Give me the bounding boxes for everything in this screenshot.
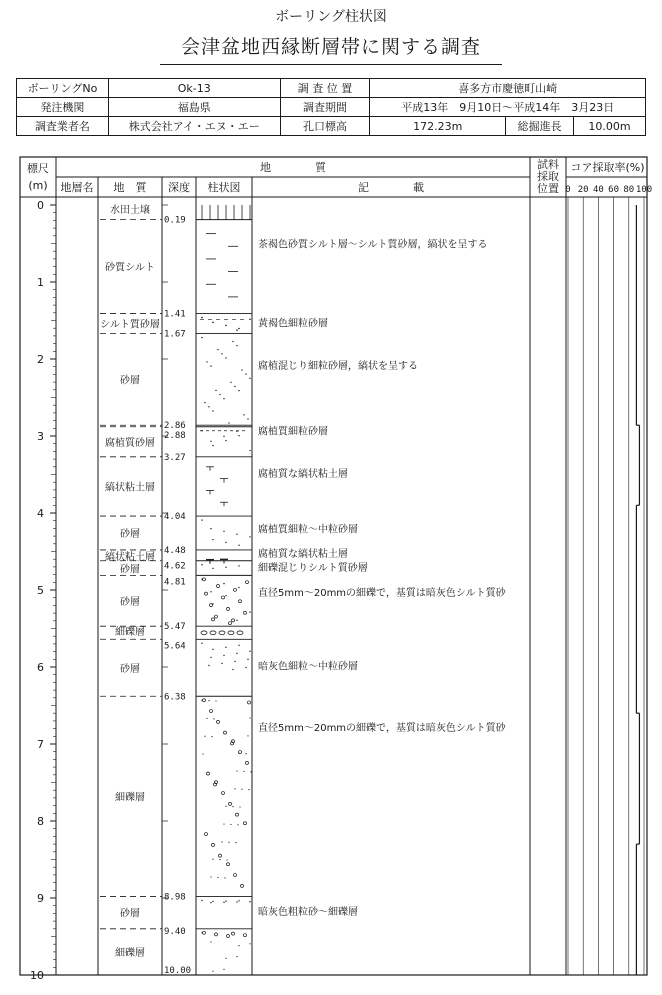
sand-dot [223,655,224,656]
sand-dot [223,583,224,584]
geology-name: 腐植質砂層 [105,437,155,449]
sand-dot [223,823,224,824]
sand-dot [225,440,226,441]
layer-description: 細礫混じりシルト質砂層 [258,562,368,574]
sand-dot [221,663,222,664]
sand-dot [230,382,231,383]
geology-name: 砂層 [120,529,140,541]
sand-dot [201,519,202,520]
length-label: 総掘進長 [506,117,574,136]
gravel-ring [215,933,218,936]
sand-dot [247,735,248,736]
length-value: 10.00m [574,117,646,136]
sand-dot [201,317,203,319]
sand-dot [212,322,214,324]
gravel-ring [203,699,206,702]
gravel-ring [222,792,225,795]
sand-dot [208,700,209,701]
layer-description: 茶褐色砂質シルト層～シルト質砂層，縞状を呈する [258,239,488,251]
layer-description: 腐植質細粒～中粒砂層 [258,524,358,536]
sand-dot [238,328,240,330]
period-label: 調査期間 [280,98,370,117]
sand-dot [212,901,213,902]
sand-dot [236,620,237,621]
gravel-ring [246,761,249,764]
sand-dot [238,900,239,901]
sand-dot [219,859,220,860]
sand-dot [236,901,237,902]
location-value: 喜多方市慶徳町山崎 [370,79,646,98]
sand-dot [236,329,238,331]
description-header: 記 載 [358,181,424,194]
gravel-ring [203,931,206,934]
sand-dot [245,667,246,668]
elevation-value: 172.23m [370,117,506,136]
gravel-ring [246,581,249,584]
sand-dot [201,932,202,933]
gravel-ring [241,884,244,887]
contractor-label: 調査業者名 [17,117,109,136]
layer-description: 腐植質細粒砂層 [258,426,328,438]
gravel-ring [236,813,239,816]
core-tick-label: 20 [577,185,589,195]
geology-group-header: 地 質 [260,161,326,174]
sand-dot [243,414,244,415]
sand-dot [247,659,248,660]
geology-name: 細礫層 [115,627,145,639]
sand-dot [234,661,235,662]
gravel-ring [217,720,220,723]
gravel-ring [217,584,220,587]
sand-dot [238,565,239,566]
geology-name: 縞状粘土層 [105,482,155,494]
survey-title: 会津盆地西縁断層帯に関する調査 [180,36,481,58]
gravel-pebble [219,631,225,635]
sand-dot [212,603,213,604]
depth-label: 4.04 [164,512,186,523]
sand-dot [221,841,222,842]
layer-description: 腐植混じり細粒砂層，縞状を呈する [258,361,418,373]
depth-label: 5.64 [164,641,186,652]
layer-description: 暗灰色細粒～中粒砂層 [258,661,358,673]
scale-label: 1 [37,276,44,289]
sand-dot [201,700,202,701]
sand-dot [232,341,233,342]
sand-dot [212,649,213,650]
sand-dot [212,410,213,411]
sand-dot [223,902,224,903]
sand-dot [238,390,239,391]
core-tick-label: 80 [623,185,635,195]
scale-label: 7 [37,738,44,751]
sand-dot [245,373,246,374]
sand-dot [215,700,216,701]
sand-dot [221,353,222,354]
sand-dot [228,842,229,843]
gravel-ring [215,615,218,618]
layer-description: 直径5mm～20mmの細礫で，基質は暗灰色シルト質砂 [258,588,506,600]
sand-dot [249,943,250,944]
sand-dot [204,736,205,737]
gravel-pebble [201,631,207,635]
sand-dot [208,665,209,666]
depth-label: 10.00 [164,966,192,976]
depth-label: 6.38 [164,692,186,703]
sand-dot [249,901,250,902]
gravel-ring [205,833,208,836]
sand-dot [236,653,237,654]
depth-label: 9.40 [164,926,186,937]
sand-dot [201,900,202,901]
gravel-ring [232,619,235,622]
sand-dot [210,528,211,529]
sand-dot [217,349,218,350]
sand-dot [249,318,251,320]
sand-dot [210,441,211,442]
sand-dot [241,369,242,370]
sand-dot [206,718,207,719]
gravel-pebble [228,631,234,635]
sand-dot [204,402,205,403]
core-tick-label: 40 [592,185,604,195]
client-value: 福島県 [108,98,280,117]
depth-label: 0.19 [164,215,186,226]
sand-dot [225,647,226,648]
sample-position-header: 試料採取位置 [537,158,559,195]
gravel-ring [205,592,208,595]
sand-dot [201,579,202,580]
depth-label: 3.27 [164,452,186,463]
depth-label: 1.41 [164,309,186,320]
depth-label: 5.47 [164,622,186,633]
sand-dot [243,771,244,772]
geology-name: 細礫層 [115,947,145,959]
gravel-ring [244,611,247,614]
gravel-ring [210,604,213,607]
geology-name: 砂層 [120,908,140,920]
scale-header: 標尺 [27,162,49,175]
sand-dot [201,643,202,644]
depth-label: 4.48 [164,545,186,556]
sand-dot [236,956,237,957]
sand-dot [249,536,250,537]
sand-dot [225,900,226,901]
sand-dot [208,406,209,407]
sand-dot [201,430,202,431]
sand-dot [236,533,237,534]
depth-label: 1.67 [164,329,186,340]
sand-dot [230,824,231,825]
sand-dot [238,645,239,646]
sand-dot [223,969,224,970]
gravel-ring [229,622,232,625]
depth-label: 2.88 [164,430,186,441]
layer-description: 暗灰色粗粒砂～細礫層 [258,906,358,918]
gravel-ring [222,596,225,599]
core-recovery-header: コア採取率(%) [570,161,645,174]
scale-label: 3 [37,430,44,443]
sand-dot [224,877,225,878]
sand-dot [236,431,237,432]
gravel-ring [212,843,215,846]
gravel-ring [234,874,237,877]
gravel-ring [232,932,235,935]
boring-no-label: ボーリングNo [17,79,109,98]
elevation-label: 孔口標高 [280,117,370,136]
sand-dot [219,394,220,395]
gravel-ring [227,863,230,866]
gravel-ring [210,710,213,713]
sand-dot [201,337,202,338]
sand-dot [225,958,226,959]
gravel-ring [212,618,215,621]
scale-label: 4 [37,507,44,520]
scale-unit-header: (m) [28,179,48,192]
gravel-pebble [210,631,216,635]
gravel-ring [244,934,247,937]
sand-dot [241,789,242,790]
gravel-ring [239,600,242,603]
sand-dot [210,876,211,877]
sheet-title: ボーリング柱状図 [275,9,387,25]
sand-dot [238,945,239,946]
sand-dot [236,770,237,771]
gravel-ring [203,578,206,581]
sand-dot [212,568,213,569]
sand-dot [248,789,249,790]
gravel-ring [227,607,230,610]
core-tick-label: 60 [608,185,620,195]
gravel-ring [229,802,232,805]
sand-dot [228,422,229,423]
sand-dot [210,657,211,658]
sand-dot [201,564,202,565]
sand-dot [232,669,233,670]
sand-dot [245,753,246,754]
sand-dot [206,361,207,362]
formation-header: 地層名 [60,181,94,194]
period-value: 平成13年 9月10日～平成14年 3月23日 [370,98,646,117]
layer-description: 黄褐色細粒砂層 [258,318,328,330]
sand-dot [232,806,233,807]
sand-dot [210,365,211,366]
sand-dot [223,436,224,437]
sand-dot [250,771,251,772]
client-label: 発注機関 [17,98,109,117]
sand-dot [226,859,227,860]
sand-dot [234,788,235,789]
sand-dot [249,378,250,379]
sand-dot [212,859,213,860]
core-tick-label: 0 [565,185,571,195]
sand-dot [202,753,203,754]
core-recovery-plot [636,205,639,975]
geology-name: 砂質シルト [105,262,155,274]
layer-description: 直径5mm～20mmの細礫で，基質は暗灰色シルト質砂 [258,722,506,734]
core-tick-label: 100 [635,185,653,195]
scale-label: 10 [30,969,44,982]
geology-header: 地 質 [113,181,147,194]
depth-label: 2.86 [164,421,186,432]
sand-dot [225,595,226,596]
gravel-ring [227,935,230,938]
depth-label: 4.81 [164,577,186,588]
geology-name: 砂層 [120,375,140,387]
sand-dot [249,450,250,451]
sand-dot [225,357,226,358]
sand-dot [225,806,226,807]
sand-dot [225,325,227,327]
geology-name: 細礫層 [115,792,145,804]
sand-dot [235,842,236,843]
sand-dot [249,611,250,612]
sand-dot [238,587,239,588]
gravel-ring [234,588,237,591]
geology-name: 砂層 [120,663,140,675]
sand-dot [212,445,213,446]
sand-dot [247,418,248,419]
scale-label: 5 [37,584,44,597]
scale-label: 9 [37,892,44,905]
sand-dot [210,902,211,903]
gravel-ring [219,854,222,857]
sand-dot [238,545,239,546]
sand-dot [223,531,224,532]
sand-dot [212,539,213,540]
geology-name: シルト質砂層 [100,319,160,331]
gravel-pebble [237,631,243,635]
sand-dot [238,753,239,754]
layer-description: 腐植質な縞状粘土層 [258,468,348,480]
gravel-ring [207,772,210,775]
contractor-value: 株式会社アイ・エヌ・エー [108,117,280,136]
column-patterns [200,205,252,972]
sand-dot [249,651,250,652]
sand-dot [225,542,226,543]
geology-name: 砂層 [120,564,140,576]
column-header: 柱状図 [207,181,241,194]
depth-label: 4.62 [164,561,186,572]
sand-dot [210,591,211,592]
sand-dot [234,386,235,387]
scale-label: 8 [37,815,44,828]
sand-dot [213,718,214,719]
boring-no-value: Ok-13 [108,79,280,98]
gravel-ring [248,701,251,704]
sand-dot [225,566,226,567]
depth-header: 深度 [168,181,190,194]
scale-label: 6 [37,661,44,674]
geology-name: 縞状粘土層 [105,551,155,563]
sand-dot [223,398,224,399]
sand-dot [217,877,218,878]
gravel-ring [224,731,227,734]
sand-dot [215,390,216,391]
sand-dot [238,435,239,436]
scale-label: 2 [37,353,44,366]
depth-label: 8.98 [164,892,186,903]
geology-name: 砂層 [120,596,140,608]
scale-label: 0 [37,199,44,212]
geology-name: 水田土壌 [110,205,150,216]
sand-dot [239,806,240,807]
location-label: 調 査 位 置 [280,79,370,98]
gravel-ring [244,822,247,825]
sand-dot [236,345,237,346]
layer-description: 腐植質な縞状粘土層 [258,548,348,560]
sand-dot [249,717,250,718]
sand-dot [210,941,211,942]
sand-dot [212,971,213,972]
sand-dot [237,824,238,825]
sand-dot [211,736,212,737]
